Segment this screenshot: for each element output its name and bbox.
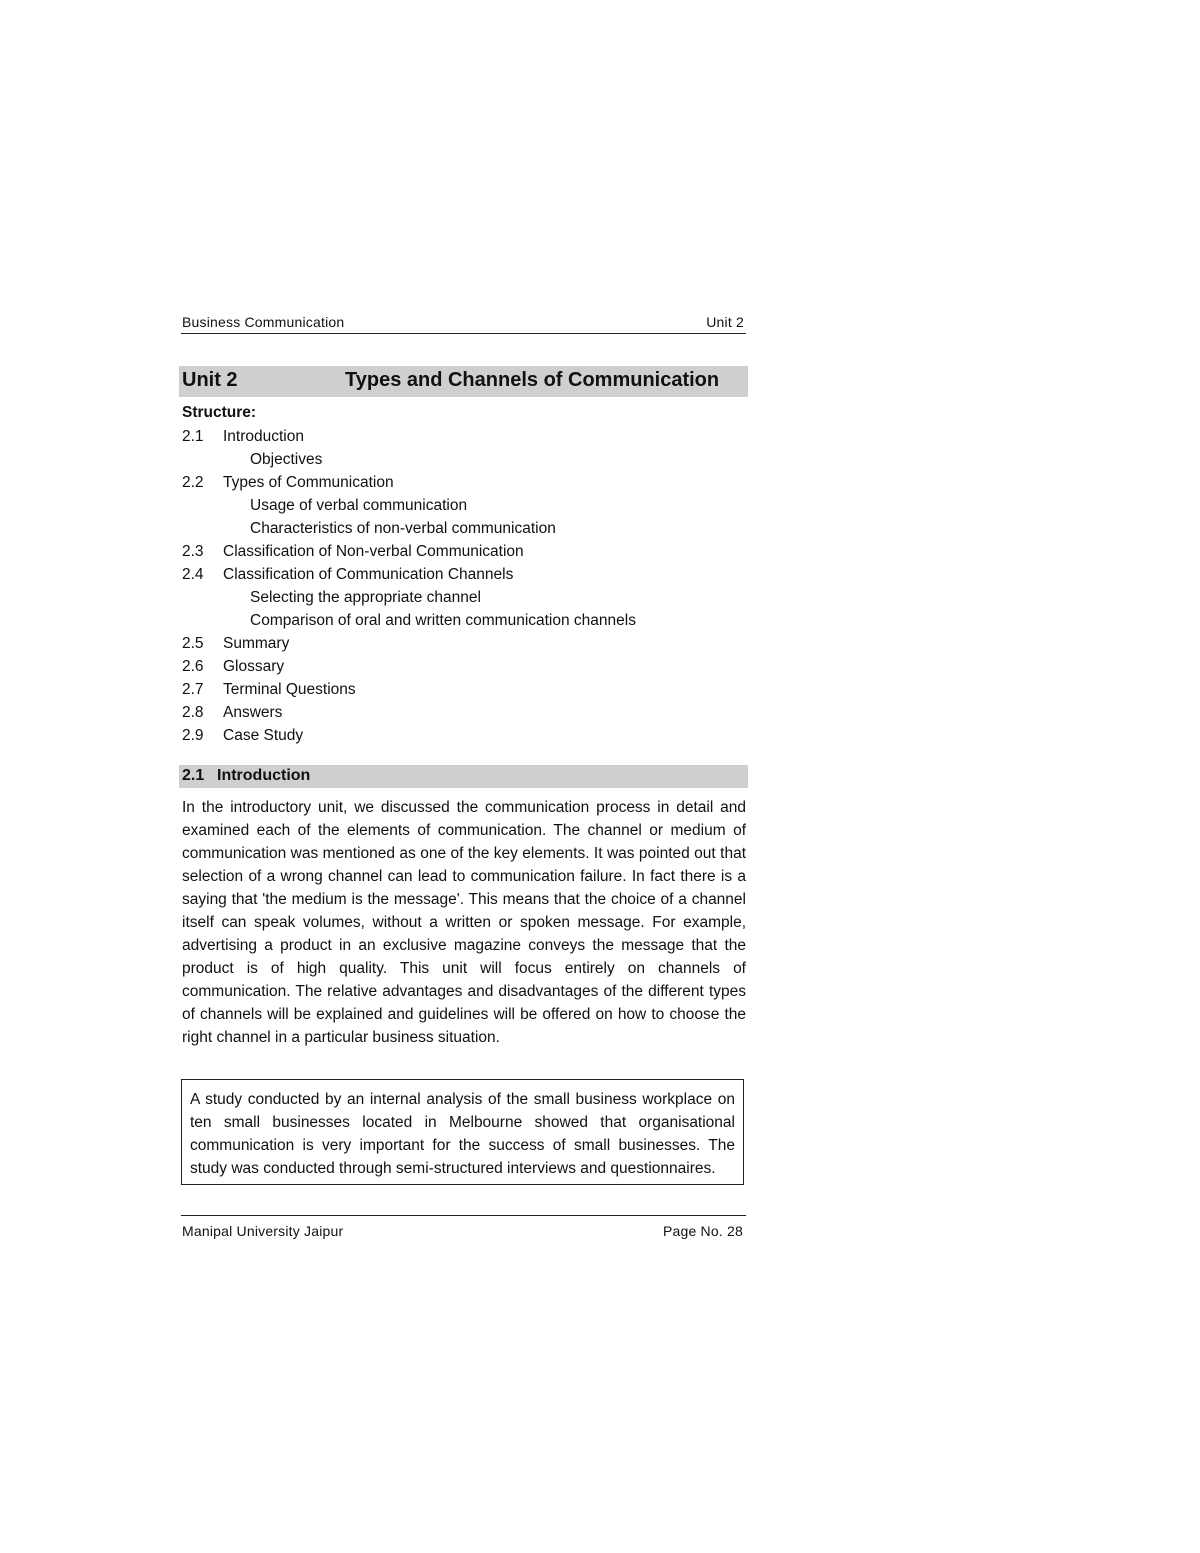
unit-title: Types and Channels of Communication [345, 369, 720, 391]
toc-item-label: Classification of Communication Channels [223, 566, 514, 583]
toc-subitem [181, 495, 746, 518]
toc-item-label: Classification of Non-verbal Communication [223, 543, 524, 560]
toc-subitem-label: Characteristics of non-verbal communication [250, 520, 556, 537]
toc-item [181, 725, 746, 748]
toc-item-label: Summary [223, 635, 290, 652]
toc-subitem-label: Selecting the appropriate channel [250, 589, 481, 606]
toc-item-number: 2.8 [182, 704, 204, 721]
header-book-title: Business Communication [182, 314, 345, 330]
toc-item-label: Answers [223, 704, 283, 721]
toc-item-label: Glossary [223, 658, 285, 675]
section-number: 2.1 [182, 767, 205, 784]
introduction-paragraph: In the introductory unit, we discussed the communication process in detail and examined each of the elements of communication. The channel or medium of communication was mentioned as one of the key elements. It was pointed out that selection of a wrong channel can lead to communication failure. In fact there is a saying that 'the medium is the message'. This means that the choice of a channel itself can speak volumes, without a written or spoken message. For example, advertising a product in an exclusive magazine conveys the message that the product is of high quality. This unit will focus entirely on channels of communication. The relative advantages and disadvantages of the different types of channels will be explained and guidelines will be offered on how to choose the right channel in a particular business situation. [182, 799, 746, 1046]
toc-item [181, 679, 746, 702]
toc-item-number: 2.2 [182, 474, 204, 491]
header-unit-label: Unit 2 [706, 314, 744, 330]
toc-item-number: 2.1 [182, 428, 204, 445]
toc-item-number: 2.5 [182, 635, 204, 652]
toc-item-label: Introduction [223, 428, 304, 445]
toc-item-label: Terminal Questions [223, 681, 356, 698]
toc-subitem [181, 610, 746, 633]
toc-item-number: 2.3 [182, 543, 204, 560]
toc-subitem [181, 518, 746, 541]
running-footer [181, 1215, 746, 1240]
toc-item-number: 2.6 [182, 658, 204, 675]
study-callout-box [181, 1079, 744, 1185]
toc-item [181, 633, 746, 656]
toc-item [181, 541, 746, 564]
section-heading-bar [179, 765, 748, 788]
toc-item [181, 564, 746, 587]
toc-item-number: 2.4 [182, 566, 204, 583]
toc-item [181, 426, 746, 449]
unit-title-bar [179, 366, 748, 397]
toc-item-label: Case Study [223, 727, 304, 744]
running-header [181, 313, 746, 334]
toc-item [181, 472, 746, 495]
toc-item-number: 2.7 [182, 681, 204, 698]
toc-subitem [181, 587, 746, 610]
footer-institution: Manipal University Jaipur [182, 1223, 344, 1239]
structure-heading: Structure: [182, 404, 257, 421]
toc-item-label: Types of Communication [223, 474, 394, 491]
toc-subitem [181, 449, 746, 472]
section-title: Introduction [217, 767, 311, 784]
toc-subitem-label: Objectives [250, 451, 323, 468]
footer-page-number: Page No. 28 [662, 1223, 743, 1239]
toc-item [181, 656, 746, 679]
unit-number: Unit 2 [182, 369, 238, 391]
study-callout-text: A study conducted by an internal analysis of the small business workplace on ten small businesses located in Melbourne showed that organisational communication is very important for the success of small businesses. The study was conducted through semi-structured interviews and questionnaires. [190, 1091, 735, 1177]
structure-list [181, 426, 746, 748]
toc-item [181, 702, 746, 725]
toc-item-number: 2.9 [182, 727, 204, 744]
toc-subitem-label: Comparison of oral and written communication channels [250, 612, 636, 629]
toc-subitem-label: Usage of verbal communication [250, 497, 468, 514]
